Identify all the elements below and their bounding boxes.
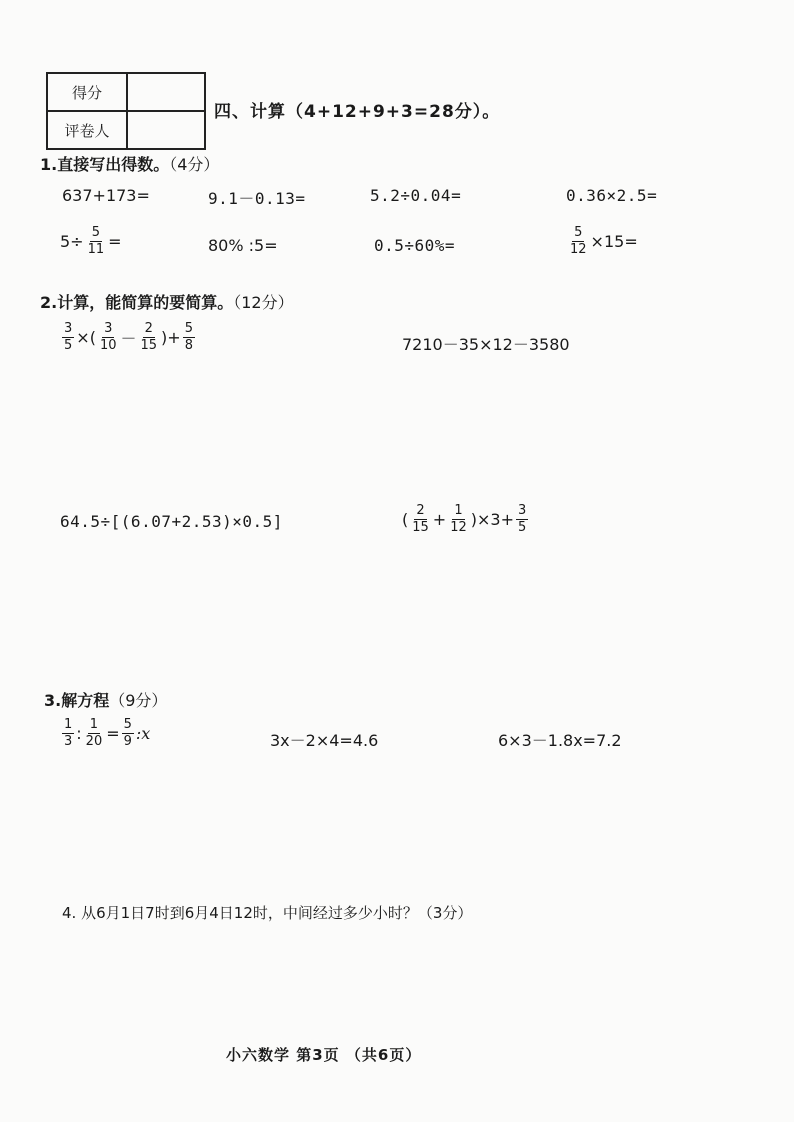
- numerator: 5: [122, 718, 134, 734]
- numerator: 2: [143, 322, 155, 338]
- score-blank-cell[interactable]: [127, 73, 205, 111]
- q4-question: 4. 从6月1日7时到6月4日12时，中间经过多少小时？（3分）: [62, 904, 473, 922]
- denominator: 20: [85, 734, 103, 750]
- q3-equation-1: [60, 718, 150, 750]
- numerator: 5: [183, 322, 195, 338]
- equals-sign: =: [106, 724, 120, 744]
- q1-item-7: 0.5÷60%=: [374, 236, 456, 255]
- q1-item-2: 9.1－0.13=: [208, 189, 306, 208]
- fraction: [516, 504, 528, 536]
- operator: ×(: [76, 328, 96, 348]
- operator: )+: [161, 328, 181, 348]
- q3-equation-3: 6×3－1.8x=7.2: [498, 731, 622, 750]
- numerator: 5: [90, 226, 102, 242]
- q1-item-5-pre: 5÷: [60, 232, 84, 252]
- section-title: 四、计算（4+12+9+3=28分）。: [214, 102, 501, 122]
- numerator: 1: [452, 504, 464, 520]
- fraction: [84, 718, 105, 750]
- grader-blank-cell[interactable]: [127, 111, 205, 149]
- numerator: 2: [414, 504, 426, 520]
- q1-item-3: 5.2÷0.04=: [370, 186, 462, 205]
- q2-points: （12分）: [233, 293, 294, 312]
- fraction: [62, 718, 74, 750]
- page-footer: 小六数学 第3页 （共6页）: [226, 1046, 422, 1064]
- denominator: 15: [412, 520, 429, 536]
- denominator: 11: [87, 242, 105, 258]
- denominator: 9: [123, 734, 132, 750]
- denominator: 3: [64, 734, 73, 750]
- denominator: 5: [64, 338, 73, 354]
- q1-item-8-post: ×15=: [590, 232, 638, 252]
- q1-item-8: [566, 226, 638, 258]
- q2-problem-2: 7210－35×12－3580: [402, 335, 570, 354]
- numerator: 5: [572, 226, 584, 242]
- q1-item-1: 637+173=: [62, 186, 150, 205]
- denominator: 10: [99, 338, 117, 354]
- variable-term: :x: [135, 724, 151, 744]
- grader-label: 评卷人: [47, 111, 127, 149]
- denominator: 15: [140, 338, 158, 354]
- denominator: 8: [184, 338, 193, 354]
- fraction: [448, 504, 469, 536]
- operator: +: [432, 510, 447, 530]
- q3-title: [44, 688, 167, 711]
- q2-title-text: 2.计算，能简算的要简算。: [40, 293, 234, 312]
- q2-title: [40, 290, 294, 313]
- ratio-sign: :: [76, 724, 82, 744]
- q3-equation-2: 3x－2×4=4.6: [270, 731, 379, 750]
- operator: －: [120, 329, 137, 349]
- numerator: 1: [88, 718, 100, 734]
- denominator: 12: [570, 242, 587, 258]
- q3-title-text: 3.解方程: [44, 691, 110, 710]
- operator: (: [402, 510, 409, 530]
- q3-points: （9分）: [109, 691, 168, 710]
- q1-item-8-fraction: [568, 226, 589, 258]
- score-label: 得分: [47, 73, 127, 111]
- fraction: [122, 718, 134, 750]
- q1-item-6: 80% :5=: [208, 236, 278, 255]
- q1-title: [40, 152, 219, 175]
- fraction: [139, 322, 160, 354]
- operator: )×3+: [470, 510, 514, 530]
- q2-problem-1: [60, 322, 197, 354]
- fraction: [98, 322, 119, 354]
- q1-item-5-post: =: [108, 232, 122, 252]
- q1-item-4: 0.36×2.5=: [566, 186, 658, 205]
- score-table: [46, 72, 206, 150]
- numerator: 3: [102, 322, 114, 338]
- fraction: [410, 504, 431, 536]
- q1-item-5: [60, 226, 122, 258]
- numerator: 1: [62, 718, 74, 734]
- numerator: 3: [516, 504, 528, 520]
- denominator: 12: [450, 520, 467, 536]
- q2-problem-3: 64.5÷[(6.07+2.53)×0.5]: [60, 512, 283, 531]
- numerator: 3: [62, 322, 74, 338]
- q1-item-5-fraction: [86, 226, 107, 258]
- fraction: [183, 322, 195, 354]
- q1-points: （4分）: [169, 155, 220, 174]
- q1-title-text: 1.直接写出得数。: [40, 155, 170, 174]
- fraction: [62, 322, 74, 354]
- q2-problem-4: [402, 504, 530, 536]
- denominator: 5: [517, 520, 527, 536]
